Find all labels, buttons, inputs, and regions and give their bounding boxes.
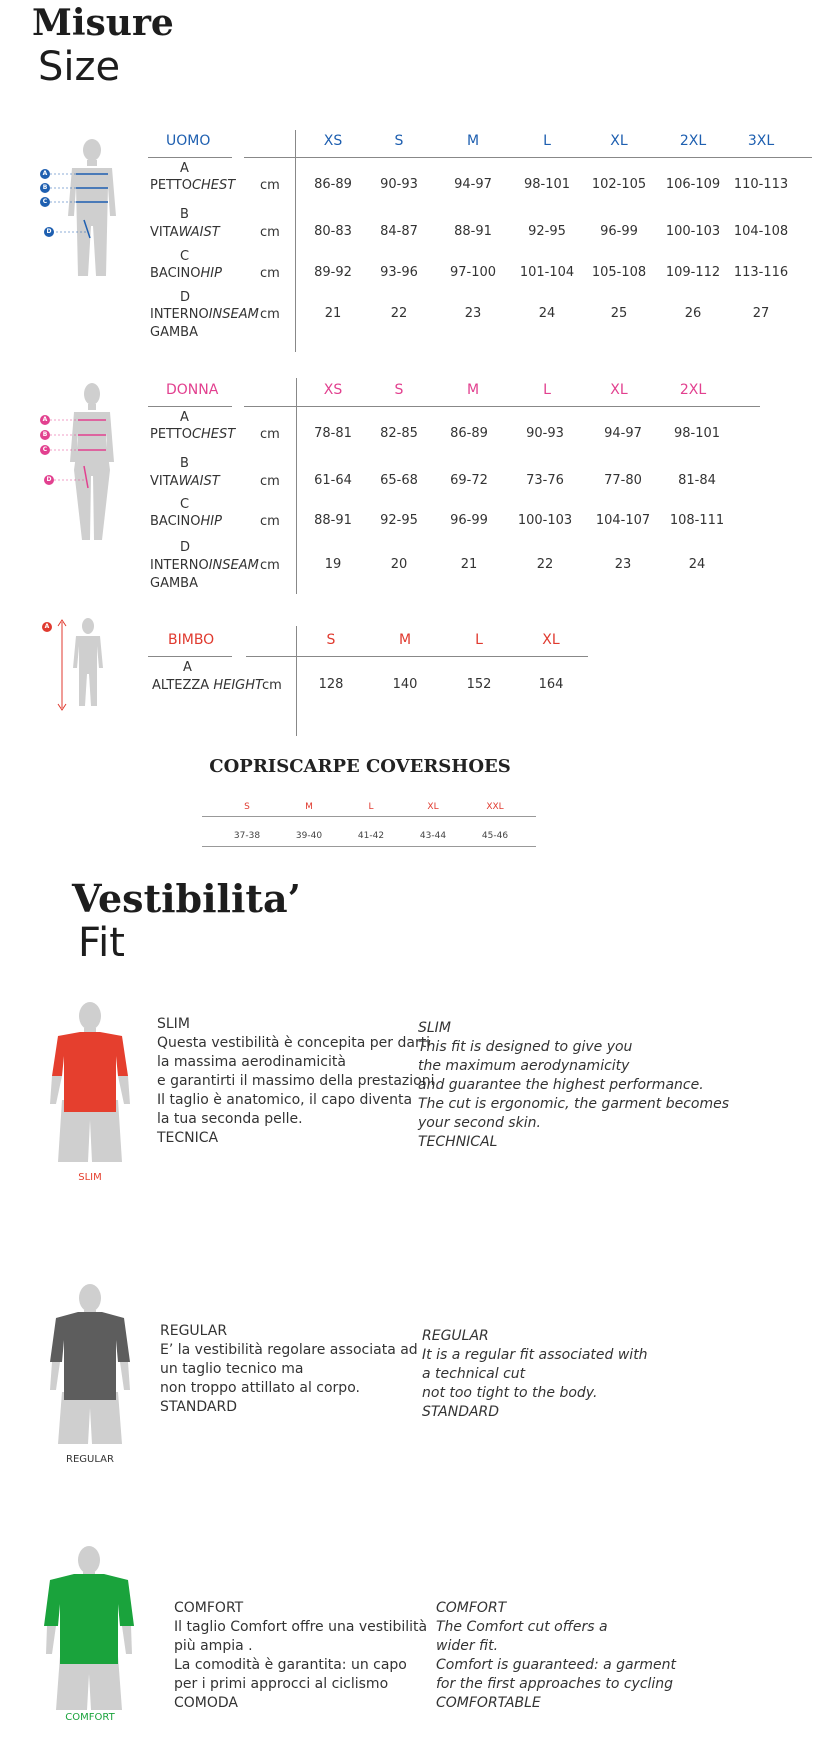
unit-label: cm <box>260 427 280 442</box>
marker-d-icon: D <box>44 227 54 237</box>
marker-c-icon: C <box>40 197 50 207</box>
women-figure-icon <box>36 380 126 545</box>
women-value-cell: 22 <box>536 557 554 572</box>
women-value-cell: 73-76 <box>526 473 564 488</box>
men-value-cell: 94-97 <box>454 177 492 192</box>
marker-a-icon: A <box>40 415 50 425</box>
women-value-cell: 78-81 <box>314 426 352 441</box>
women-size-header: XS <box>323 382 343 398</box>
marker-b-icon: B <box>40 183 50 193</box>
men-value-cell: 89-92 <box>314 265 352 280</box>
regular-figure-label: REGULAR <box>66 1454 114 1465</box>
women-value-cell: 108-111 <box>669 513 725 528</box>
row-letter: C <box>180 249 190 264</box>
men-value-cell: 21 <box>324 306 342 321</box>
row-label: VITAWAIST <box>150 474 220 489</box>
overshoes-value-cell: 43-44 <box>419 831 447 841</box>
women-value-cell: 88-91 <box>314 513 352 528</box>
row-letter: A <box>183 660 192 675</box>
overshoes-value-cell: 41-42 <box>357 831 385 841</box>
row-label: INTERNOINSEAM <box>150 307 259 322</box>
size-subtitle: Size <box>38 44 121 90</box>
marker-c-icon: C <box>40 445 50 455</box>
women-value-cell: 86-89 <box>450 426 488 441</box>
women-value-cell: 24 <box>688 557 706 572</box>
slim-text-en: SLIM This fit is designed to give you the maximum aerodynamicity and guarantee the highest performance. The cut is ergonomic, the garment becomes your second skin. TECHNICAL <box>418 1020 730 1150</box>
row-label: PETTOCHEST <box>150 427 236 442</box>
women-value-cell: 104-107 <box>595 513 651 528</box>
unit-label: cm <box>260 558 280 573</box>
overshoes-size-header: XXL <box>486 802 504 812</box>
row-letter: A <box>180 161 189 176</box>
men-figure-icon <box>36 136 126 286</box>
men-value-cell: 92-95 <box>528 224 566 239</box>
men-size-header: XS <box>323 133 343 149</box>
men-value-cell: 104-108 <box>733 224 789 239</box>
regular-shirt-icon <box>48 1282 132 1450</box>
fit-title: Vestibilita’ <box>72 876 301 921</box>
women-value-cell: 65-68 <box>380 473 418 488</box>
unit-label: cm <box>260 514 280 529</box>
men-value-cell: 93-96 <box>380 265 418 280</box>
men-value-cell: 98-101 <box>523 177 571 192</box>
row-letter: B <box>180 456 189 471</box>
men-size-header: S <box>394 133 404 149</box>
men-value-cell: 26 <box>684 306 702 321</box>
overshoes-size-header: S <box>244 802 250 812</box>
men-value-cell: 24 <box>538 306 556 321</box>
marker-d-icon: D <box>44 475 54 485</box>
women-size-header: S <box>394 382 404 398</box>
overshoes-size-header: L <box>368 802 374 812</box>
women-value-cell: 98-101 <box>673 426 721 441</box>
slim-figure-label: SLIM <box>78 1172 102 1183</box>
women-value-cell: 20 <box>390 557 408 572</box>
unit-label: cm <box>260 225 280 240</box>
kids-value-cell: 128 <box>318 677 344 692</box>
size-title: Misure <box>32 2 174 44</box>
row-letter: D <box>180 290 191 305</box>
comfort-text-en: COMFORT The Comfort cut offers a wider fit. Comfort is guaranteed: a garment for the first approaches to cycling COMFORTABLE <box>436 1600 676 1711</box>
overshoes-size-header: XL <box>427 802 439 812</box>
women-value-cell: 19 <box>324 557 342 572</box>
kids-value-cell: 152 <box>466 677 492 692</box>
men-value-cell: 25 <box>610 306 628 321</box>
marker-a-icon: A <box>42 622 52 632</box>
women-value-cell: 92-95 <box>380 513 418 528</box>
unit-label: cm <box>260 266 280 281</box>
row-label: VITAWAIST <box>150 225 220 240</box>
regular-text-en: REGULAR It is a regular fit associated with a technical cut not too tight to the body. STANDARD <box>422 1328 648 1420</box>
women-value-cell: 100-103 <box>517 513 573 528</box>
men-size-header: L <box>543 133 551 149</box>
slim-text-it: SLIM Questa vestibilità è concepita per darti la massima aerodinamicità e garantirti il massimo della prestazioni Il taglio è anatomico, il capo diventa la tua seconda pelle. TECNICA <box>157 1016 435 1146</box>
unit-label: cm <box>260 307 280 322</box>
comfort-figure-label: COMFORT <box>65 1712 115 1723</box>
unit-label: cm <box>260 178 280 193</box>
kids-label: BIMBO <box>168 632 215 648</box>
women-value-cell: 90-93 <box>526 426 564 441</box>
men-value-cell: 97-100 <box>449 265 497 280</box>
row-letter: D <box>180 540 191 555</box>
men-value-cell: 90-93 <box>380 177 418 192</box>
marker-b-icon: B <box>40 430 50 440</box>
women-value-cell: 69-72 <box>450 473 488 488</box>
men-value-cell: 101-104 <box>519 265 575 280</box>
women-value-cell: 94-97 <box>604 426 642 441</box>
marker-a-icon: A <box>40 169 50 179</box>
men-value-cell: 22 <box>390 306 408 321</box>
men-value-cell: 109-112 <box>665 265 721 280</box>
men-size-header: M <box>466 133 480 149</box>
men-value-cell: 88-91 <box>454 224 492 239</box>
fit-subtitle: Fit <box>78 920 125 966</box>
row-label: BACINOHIP <box>150 514 222 529</box>
kids-size-header: XL <box>542 632 560 648</box>
kids-size-header: S <box>326 632 336 648</box>
women-value-cell: 61-64 <box>314 473 352 488</box>
row-label: BACINOHIP <box>150 266 222 281</box>
row-label-2: GAMBA <box>150 325 198 340</box>
unit-label: cm <box>260 474 280 489</box>
row-label: PETTOCHEST <box>150 178 236 193</box>
comfort-text-it: COMFORT Il taglio Comfort offre una vestibilità più ampia . La comodità è garantita: un capo per i primi approcci al ciclismo COMODA <box>174 1600 428 1711</box>
women-value-cell: 23 <box>614 557 632 572</box>
women-size-header: M <box>466 382 480 398</box>
men-size-header: XL <box>610 133 628 149</box>
overshoes-value-cell: 45-46 <box>481 831 509 841</box>
men-value-cell: 113-116 <box>733 265 789 280</box>
overshoes-size-header: M <box>305 802 313 812</box>
women-value-cell: 77-80 <box>604 473 642 488</box>
women-size-header: L <box>543 382 551 398</box>
men-value-cell: 80-83 <box>314 224 352 239</box>
overshoes-value-cell: 39-40 <box>295 831 323 841</box>
men-value-cell: 84-87 <box>380 224 418 239</box>
men-label: UOMO <box>166 133 211 149</box>
men-value-cell: 100-103 <box>665 224 721 239</box>
men-value-cell: 96-99 <box>600 224 638 239</box>
women-value-cell: 82-85 <box>380 426 418 441</box>
men-value-cell: 86-89 <box>314 177 352 192</box>
unit-label: cm <box>262 678 282 693</box>
men-value-cell: 110-113 <box>733 177 789 192</box>
women-value-cell: 96-99 <box>450 513 488 528</box>
slim-shirt-icon <box>48 1000 132 1168</box>
women-size-header: 2XL <box>679 382 707 398</box>
kids-figure-icon <box>40 616 120 712</box>
row-letter: C <box>180 497 190 512</box>
men-value-cell: 105-108 <box>591 265 647 280</box>
men-value-cell: 27 <box>752 306 770 321</box>
overshoes-value-cell: 37-38 <box>233 831 261 841</box>
row-label: INTERNOINSEAM <box>150 558 259 573</box>
kids-value-cell: 164 <box>538 677 564 692</box>
row-label: ALTEZZA HEIGHT <box>152 678 263 693</box>
women-value-cell: 81-84 <box>678 473 716 488</box>
overshoes-title: COPRISCARPE COVERSHOES <box>209 756 511 777</box>
regular-text-it: REGULAR E’ la vestibilità regolare associata ad un taglio tecnico ma non troppo attillato al corpo. STANDARD <box>160 1323 418 1415</box>
row-label-2: GAMBA <box>150 576 198 591</box>
comfort-shirt-icon <box>44 1544 134 1716</box>
row-letter: A <box>180 410 189 425</box>
men-value-cell: 102-105 <box>591 177 647 192</box>
women-value-cell: 21 <box>460 557 478 572</box>
kids-value-cell: 140 <box>392 677 418 692</box>
row-letter: B <box>180 207 189 222</box>
kids-size-header: M <box>398 632 412 648</box>
women-label: DONNA <box>166 382 219 398</box>
men-size-header: 2XL <box>679 133 707 149</box>
kids-size-header: L <box>475 632 483 648</box>
men-value-cell: 106-109 <box>665 177 721 192</box>
men-value-cell: 23 <box>464 306 482 321</box>
women-size-header: XL <box>610 382 628 398</box>
men-size-header: 3XL <box>747 133 775 149</box>
